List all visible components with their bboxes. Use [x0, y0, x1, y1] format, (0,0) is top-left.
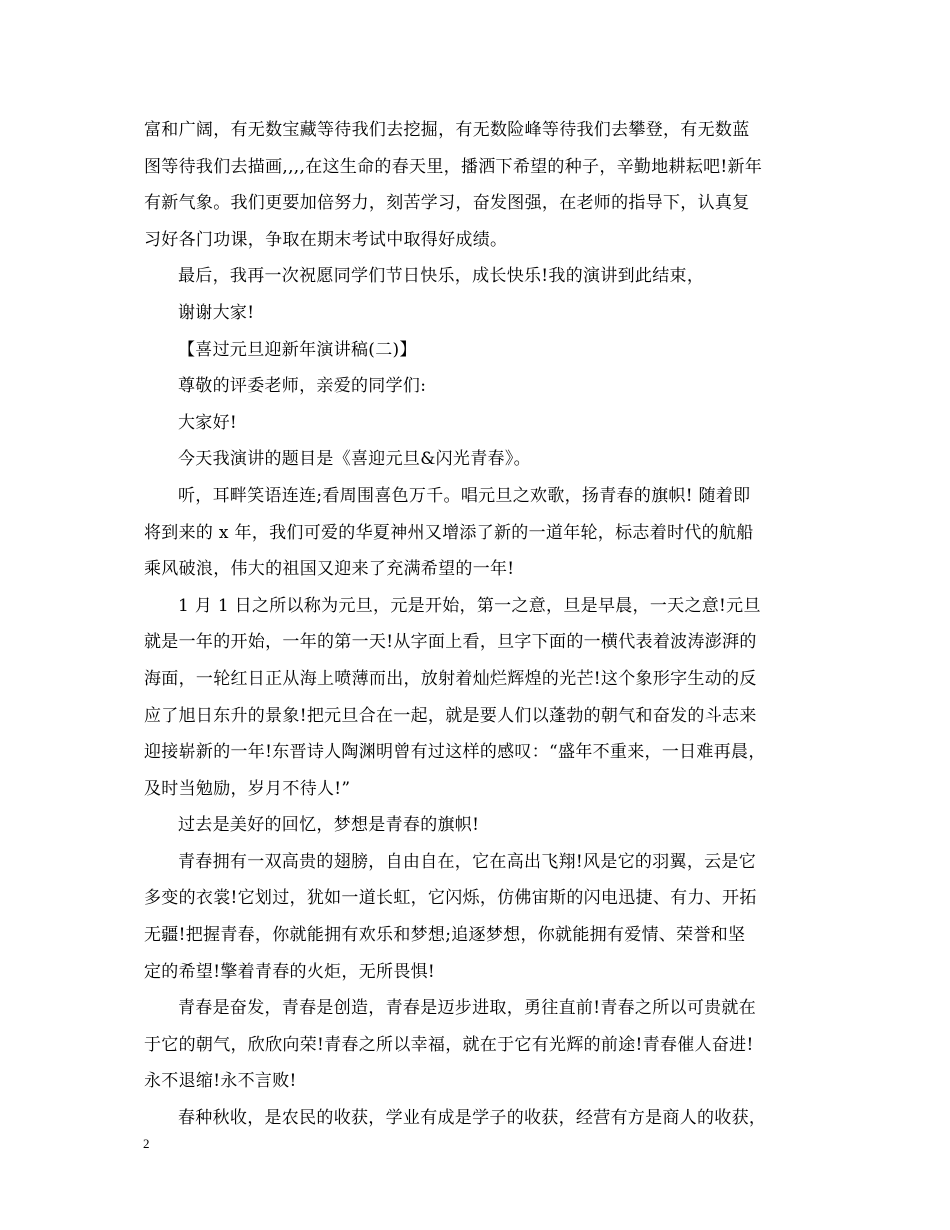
text-line: 尊敬的评委老师，亲爱的同学们: [178, 376, 427, 397]
text-line: 定的希望!擎着青春的火炬，无所畏惧! [144, 961, 436, 982]
text-line: 今天我演讲的题目是《喜迎元旦&闪光青春》。 [178, 449, 531, 470]
text-line: 春种秋收，是农民的收获，学业有成是学子的收获，经营有方是商人的收获， [178, 1108, 767, 1129]
document-body [144, 112, 810, 1137]
text-line: 将到来的 x 年，我们可爱的华夏神州又增添了新的一道年轮，标志着时代的航船 [144, 522, 754, 543]
text-line: 有新气象。我们更要加倍努力，刻苦学习，奋发图强，在老师的指导下，认真复 [144, 193, 750, 214]
text-line: 海面，一轮红日正从海上喷薄而出，放射着灿烂辉煌的光芒!这个象形字生动的反 [144, 668, 757, 689]
text-line: 青春是奋发，青春是创造，青春是迈步进取，勇往直前!青春之所以可贵就在 [178, 998, 757, 1019]
text-line: 富和广阔，有无数宝藏等待我们去挖掘，有无数险峰等待我们去攀登，有无数蓝 [144, 120, 750, 140]
text-line: 永不退缩!永不言败! [144, 1071, 297, 1092]
text-line: 大家好! [178, 412, 238, 433]
text-line: 过去是美好的回忆，梦想是青春的旗帜! [178, 815, 480, 836]
text-line: 1 月 1 日之所以称为元旦，元是开始，第一之意，旦是早晨，一天之意!元旦 [178, 595, 761, 616]
text-line: 于它的朝气，欣欣向荣!青春之所以幸福，就在于它有光辉的前途!青春催人奋进! [144, 1034, 754, 1055]
text-line: 就是一年的开始，一年的第一天!从字面上看，旦字下面的一横代表着波涛澎湃的 [144, 632, 757, 653]
text-line: 无疆!把握青春，你就能拥有欢乐和梦想;追逐梦想，你就能拥有爱情、荣誉和坚 [144, 925, 746, 946]
page-number: 2 [143, 1136, 150, 1151]
text-line: 迎接崭新的一年!东晋诗人陶渊明曾有过这样的感叹：“盛年不重来，一日难再晨， [144, 742, 766, 763]
text-line: 最后，我再一次祝愿同学们节日快乐，成长快乐!我的演讲到此结束， [178, 266, 705, 287]
text-line: 谢谢大家! [178, 302, 255, 323]
text-line: 习好各门功课，争取在期末考试中取得好成绩。 [144, 229, 508, 250]
text-line: 乘风破浪，伟大的祖国又迎来了充满希望的一年! [144, 559, 515, 580]
text-line: 青春拥有一双高贵的翅膀，自由自在，它在高出飞翔!风是它的羽翼，云是它 [178, 851, 757, 872]
text-line: 【喜过元旦迎新年演讲稿(二)】 [178, 339, 417, 360]
text-line: 应了旭日东升的景象!把元旦合在一起，就是要人们以蓬勃的朝气和奋发的斗志来 [144, 705, 757, 726]
text-line: 多变的衣裳!它划过，犹如一道长虹，它闪烁，仿佛宙斯的闪电迅捷、有力、开拓 [144, 888, 757, 909]
text-line: 图等待我们去描画,,,,在这生命的春天里，播洒下希望的种子，辛勤地耕耘吧!新年 [144, 156, 763, 177]
text-line: 听，耳畔笑语连连;看周围喜色万千。唱元旦之欢歌，扬青春的旗帜! 随着即 [178, 485, 751, 506]
text-line: 及时当勉励，岁月不待人!” [144, 778, 351, 799]
